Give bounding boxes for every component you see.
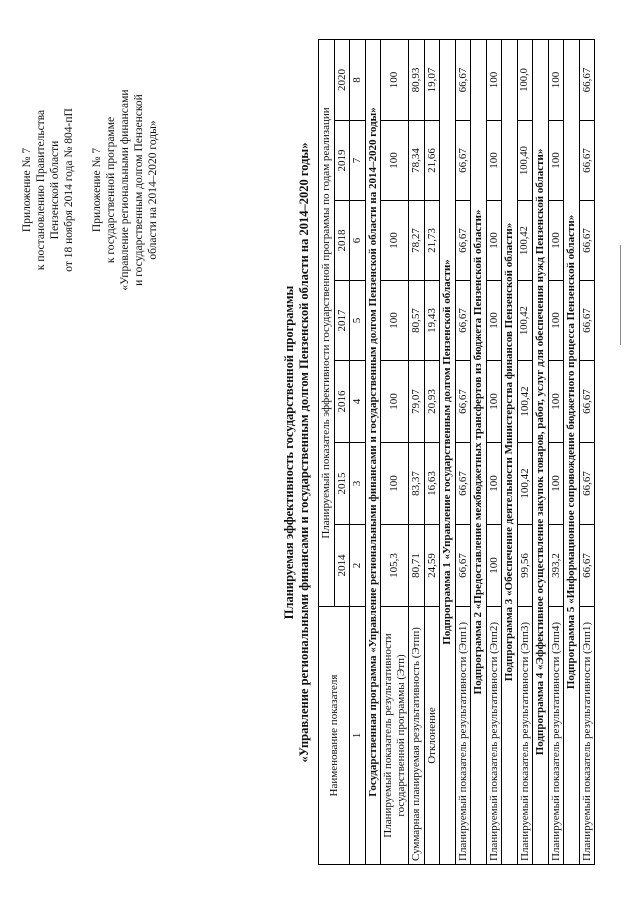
value-cell: 100,40 — [517, 121, 533, 201]
value-cell: 19,07 — [424, 39, 440, 120]
notice-line: к постановлению Правительства — [35, 109, 47, 271]
indicator-name: Планируемый показатель результативности (Эпп1) — [579, 607, 595, 865]
value-cell: 100 — [381, 201, 409, 281]
value-cell: 100 — [548, 39, 564, 120]
table-row — [486, 39, 502, 864]
value-cell: 100,42 — [517, 201, 533, 281]
value-cell: 20,93 — [424, 361, 440, 443]
table-row — [455, 39, 471, 864]
value-cell: 100 — [486, 443, 502, 525]
indicator-name: Планируемый показатель результативности (Эпп2) — [486, 607, 502, 865]
value-cell: 100,42 — [517, 443, 533, 525]
indicator-name: Отклонение — [424, 607, 440, 865]
table-header-row — [319, 39, 335, 864]
subprogram-title-row — [471, 39, 487, 864]
value-cell: 66,67 — [455, 39, 471, 120]
colnum-cell: 8 — [350, 39, 366, 120]
value-cell: 66,67 — [455, 525, 471, 607]
value-cell: 99,56 — [517, 525, 533, 607]
table-row — [548, 39, 564, 864]
value-cell: 100,42 — [517, 361, 533, 443]
year-cell: 2017 — [334, 281, 350, 361]
value-cell: 100 — [381, 121, 409, 201]
subprogram-title-row — [564, 39, 580, 864]
value-cell: 100 — [381, 361, 409, 443]
document-title — [282, 40, 312, 865]
value-cell: 21,73 — [424, 201, 440, 281]
program-title: Государственная программа «Управление региональными финансами и государственным долгом Пензенской области на 2014–2020 годы» — [365, 39, 381, 864]
colnum-cell: 6 — [350, 201, 366, 281]
indicator-name: Суммарная планируемая результативность (Этпп) — [409, 607, 425, 865]
value-cell: 393,2 — [548, 525, 564, 607]
colnum-cell: 2 — [350, 525, 366, 607]
value-cell: 100 — [381, 39, 409, 120]
subprogram-title: Подпрограмма 5 «Информационное сопровождение бюджетного процесса Пензенской области» — [564, 39, 580, 864]
value-cell: 100 — [486, 281, 502, 361]
value-cell: 21,66 — [424, 121, 440, 201]
year-cell: 2015 — [334, 443, 350, 525]
notice-line: Приложение № 7 — [91, 147, 103, 233]
value-cell: 83,37 — [409, 443, 425, 525]
year-cell: 2019 — [334, 121, 350, 201]
value-cell: 78,27 — [409, 201, 425, 281]
indicator-name: Планируемый показатель результативности (Эпп4) — [548, 607, 564, 865]
subprogram-title-row — [533, 39, 549, 864]
notice-line: «Управление региональными финансами — [119, 89, 131, 291]
program-title-row — [365, 39, 381, 864]
subprogram-title: Подпрограмма 3 «Обеспечение деятельности Министерства финансов Пензенской области» — [502, 39, 518, 864]
year-cell: 2018 — [334, 201, 350, 281]
value-cell: 100 — [486, 39, 502, 120]
notice-line: и государственным долгом Пензенской — [133, 94, 145, 286]
value-cell: 66,67 — [579, 361, 595, 443]
colnum-cell: 4 — [350, 361, 366, 443]
colnum-cell: 5 — [350, 281, 366, 361]
value-cell: 100 — [548, 443, 564, 525]
value-cell: 66,67 — [579, 443, 595, 525]
value-cell: 100,42 — [517, 281, 533, 361]
title-line-2: «Управление региональными финансами и государственным долгом Пензенской области на 2014–2020 годы» — [297, 142, 311, 763]
value-cell: 66,67 — [579, 525, 595, 607]
value-cell: 100 — [486, 361, 502, 443]
value-cell: 100 — [548, 121, 564, 201]
value-cell: 80,57 — [409, 281, 425, 361]
value-cell: 66,67 — [455, 121, 471, 201]
notice-line: области на 2014–2020 годы» — [147, 120, 159, 260]
value-cell: 66,67 — [579, 201, 595, 281]
value-cell: 66,67 — [455, 443, 471, 525]
notice-line: к государственной программе — [105, 116, 117, 264]
value-cell: 100 — [548, 201, 564, 281]
colnum-cell: 7 — [350, 121, 366, 201]
notice-line: от 18 ноября 2014 года № 804-пП — [63, 108, 75, 272]
notice-line: Приложение № 7 — [21, 147, 33, 233]
value-cell: 100 — [486, 525, 502, 607]
title-line-1: Планируемая эффективность государственной программы — [282, 285, 296, 620]
table-row — [579, 39, 595, 864]
table-row — [409, 39, 425, 864]
table-row — [517, 39, 533, 864]
header-efficiency: Планируемый показатель эффективности государственной программы по годам реализации — [319, 39, 335, 606]
value-cell: 66,67 — [455, 281, 471, 361]
notice-line: Пензенской области — [49, 140, 61, 240]
value-cell: 78,34 — [409, 121, 425, 201]
subprogram-title: Подпрограмма 2 «Предоставление межбюджетных трансфертов из бюджета Пензенской области» — [471, 39, 487, 864]
colnum-cell: 1 — [350, 607, 366, 865]
value-cell: 66,67 — [579, 39, 595, 120]
value-cell: 16,63 — [424, 443, 440, 525]
value-cell: 66,67 — [579, 121, 595, 201]
value-cell: 79,07 — [409, 361, 425, 443]
value-cell: 100 — [381, 443, 409, 525]
indicator-name: Планируемый показатель результативности государственной программы (Этп) — [381, 607, 409, 865]
value-cell: 24,59 — [424, 525, 440, 607]
table-row — [381, 39, 409, 864]
subprogram-title: Подпрограмма 4 «Эффективное осуществление закупок товаров, работ, услуг для обеспечения нужд Пензенской области» — [533, 39, 549, 864]
value-cell: 100,0 — [517, 39, 533, 120]
subprogram-title-row — [502, 39, 518, 864]
colnum-cell: 3 — [350, 443, 366, 525]
appendix-notice — [20, 40, 160, 340]
value-cell: 66,67 — [455, 201, 471, 281]
value-cell: 100 — [486, 121, 502, 201]
efficiency-table — [318, 39, 595, 865]
value-cell: 19,43 — [424, 281, 440, 361]
year-cell: 2014 — [334, 525, 350, 607]
value-cell: 105,3 — [381, 525, 409, 607]
value-cell: 100 — [548, 361, 564, 443]
subprogram-title-row — [440, 39, 456, 864]
value-cell: 80,71 — [409, 525, 425, 607]
value-cell: 100 — [381, 281, 409, 361]
table-row — [424, 39, 440, 864]
year-cell: 2016 — [334, 361, 350, 443]
value-cell: 100 — [548, 281, 564, 361]
table-colnum-row — [350, 39, 366, 864]
value-cell: 66,67 — [455, 361, 471, 443]
footer-separator-line — [620, 245, 621, 345]
indicator-name: Планируемый показатель результативности (Эпп3) — [517, 607, 533, 865]
value-cell: 66,67 — [579, 281, 595, 361]
value-cell: 100 — [486, 201, 502, 281]
indicator-name: Планируемый показатель результативности (Эпп1) — [455, 607, 471, 865]
subprogram-title: Подпрограмма 1 «Управление государственным долгом Пензенской области» — [440, 39, 456, 864]
value-cell: 80,93 — [409, 39, 425, 120]
header-indicator-name: Наименование показателя — [319, 607, 350, 865]
year-cell: 2020 — [334, 39, 350, 120]
